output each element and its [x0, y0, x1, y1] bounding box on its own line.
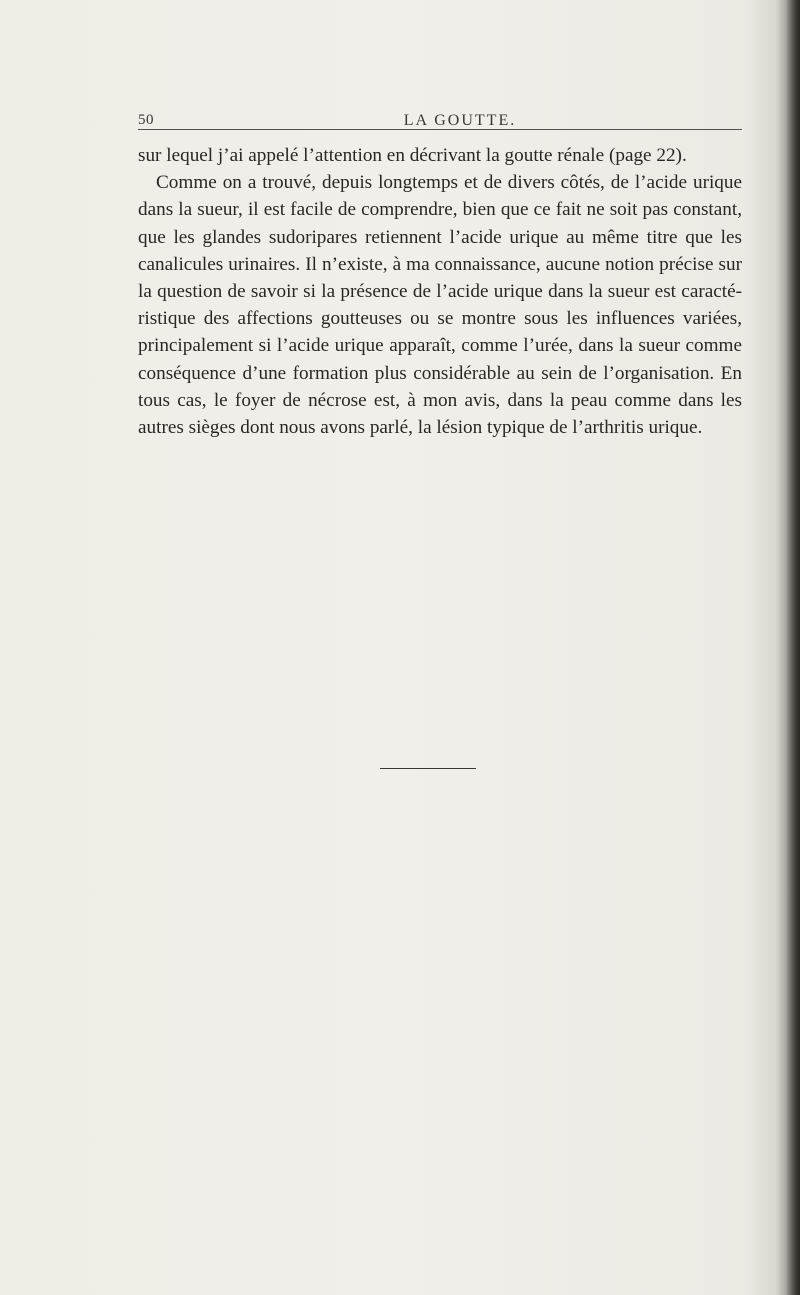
page-edge-shadow	[786, 0, 800, 1295]
section-end-rule	[380, 768, 476, 769]
paragraph-continuation: sur lequel j’ai appelé l’attention en décrivant la goutte rénale (page 22).	[138, 145, 687, 166]
header-rule	[138, 129, 742, 130]
paragraph: Comme on a trouvé, depuis longtemps et de divers côtés, de l’acide urique dans la sueur, il est facile de comprendre, bien que ce fait ne soit pas constant, que les glandes sudoripares retiennent l’acide urique au même titre que les canalicules urinaires. Il n’existe, à ma connaissance, aucune notion précise sur la question de savoir si la présence de l’acide urique dans la sueur est caractéristique des affections goutteuses ou se montre sous les influences variées, principalement si l’acide urique apparaît, comme l’urée, dans la sueur comme conséquence d’une formation plus considérable au sein de l’organisation. En tous cas, le foyer de nécrose est, à mon avis, dans la peau comme dans les autres sièges dont nous avons parlé, la lésion typique de l’arthritis urique.	[138, 172, 742, 439]
page-number: 50	[138, 112, 154, 128]
body-text	[138, 142, 742, 441]
page-header	[138, 112, 742, 136]
running-title: LA GOUTTE.	[403, 112, 517, 129]
